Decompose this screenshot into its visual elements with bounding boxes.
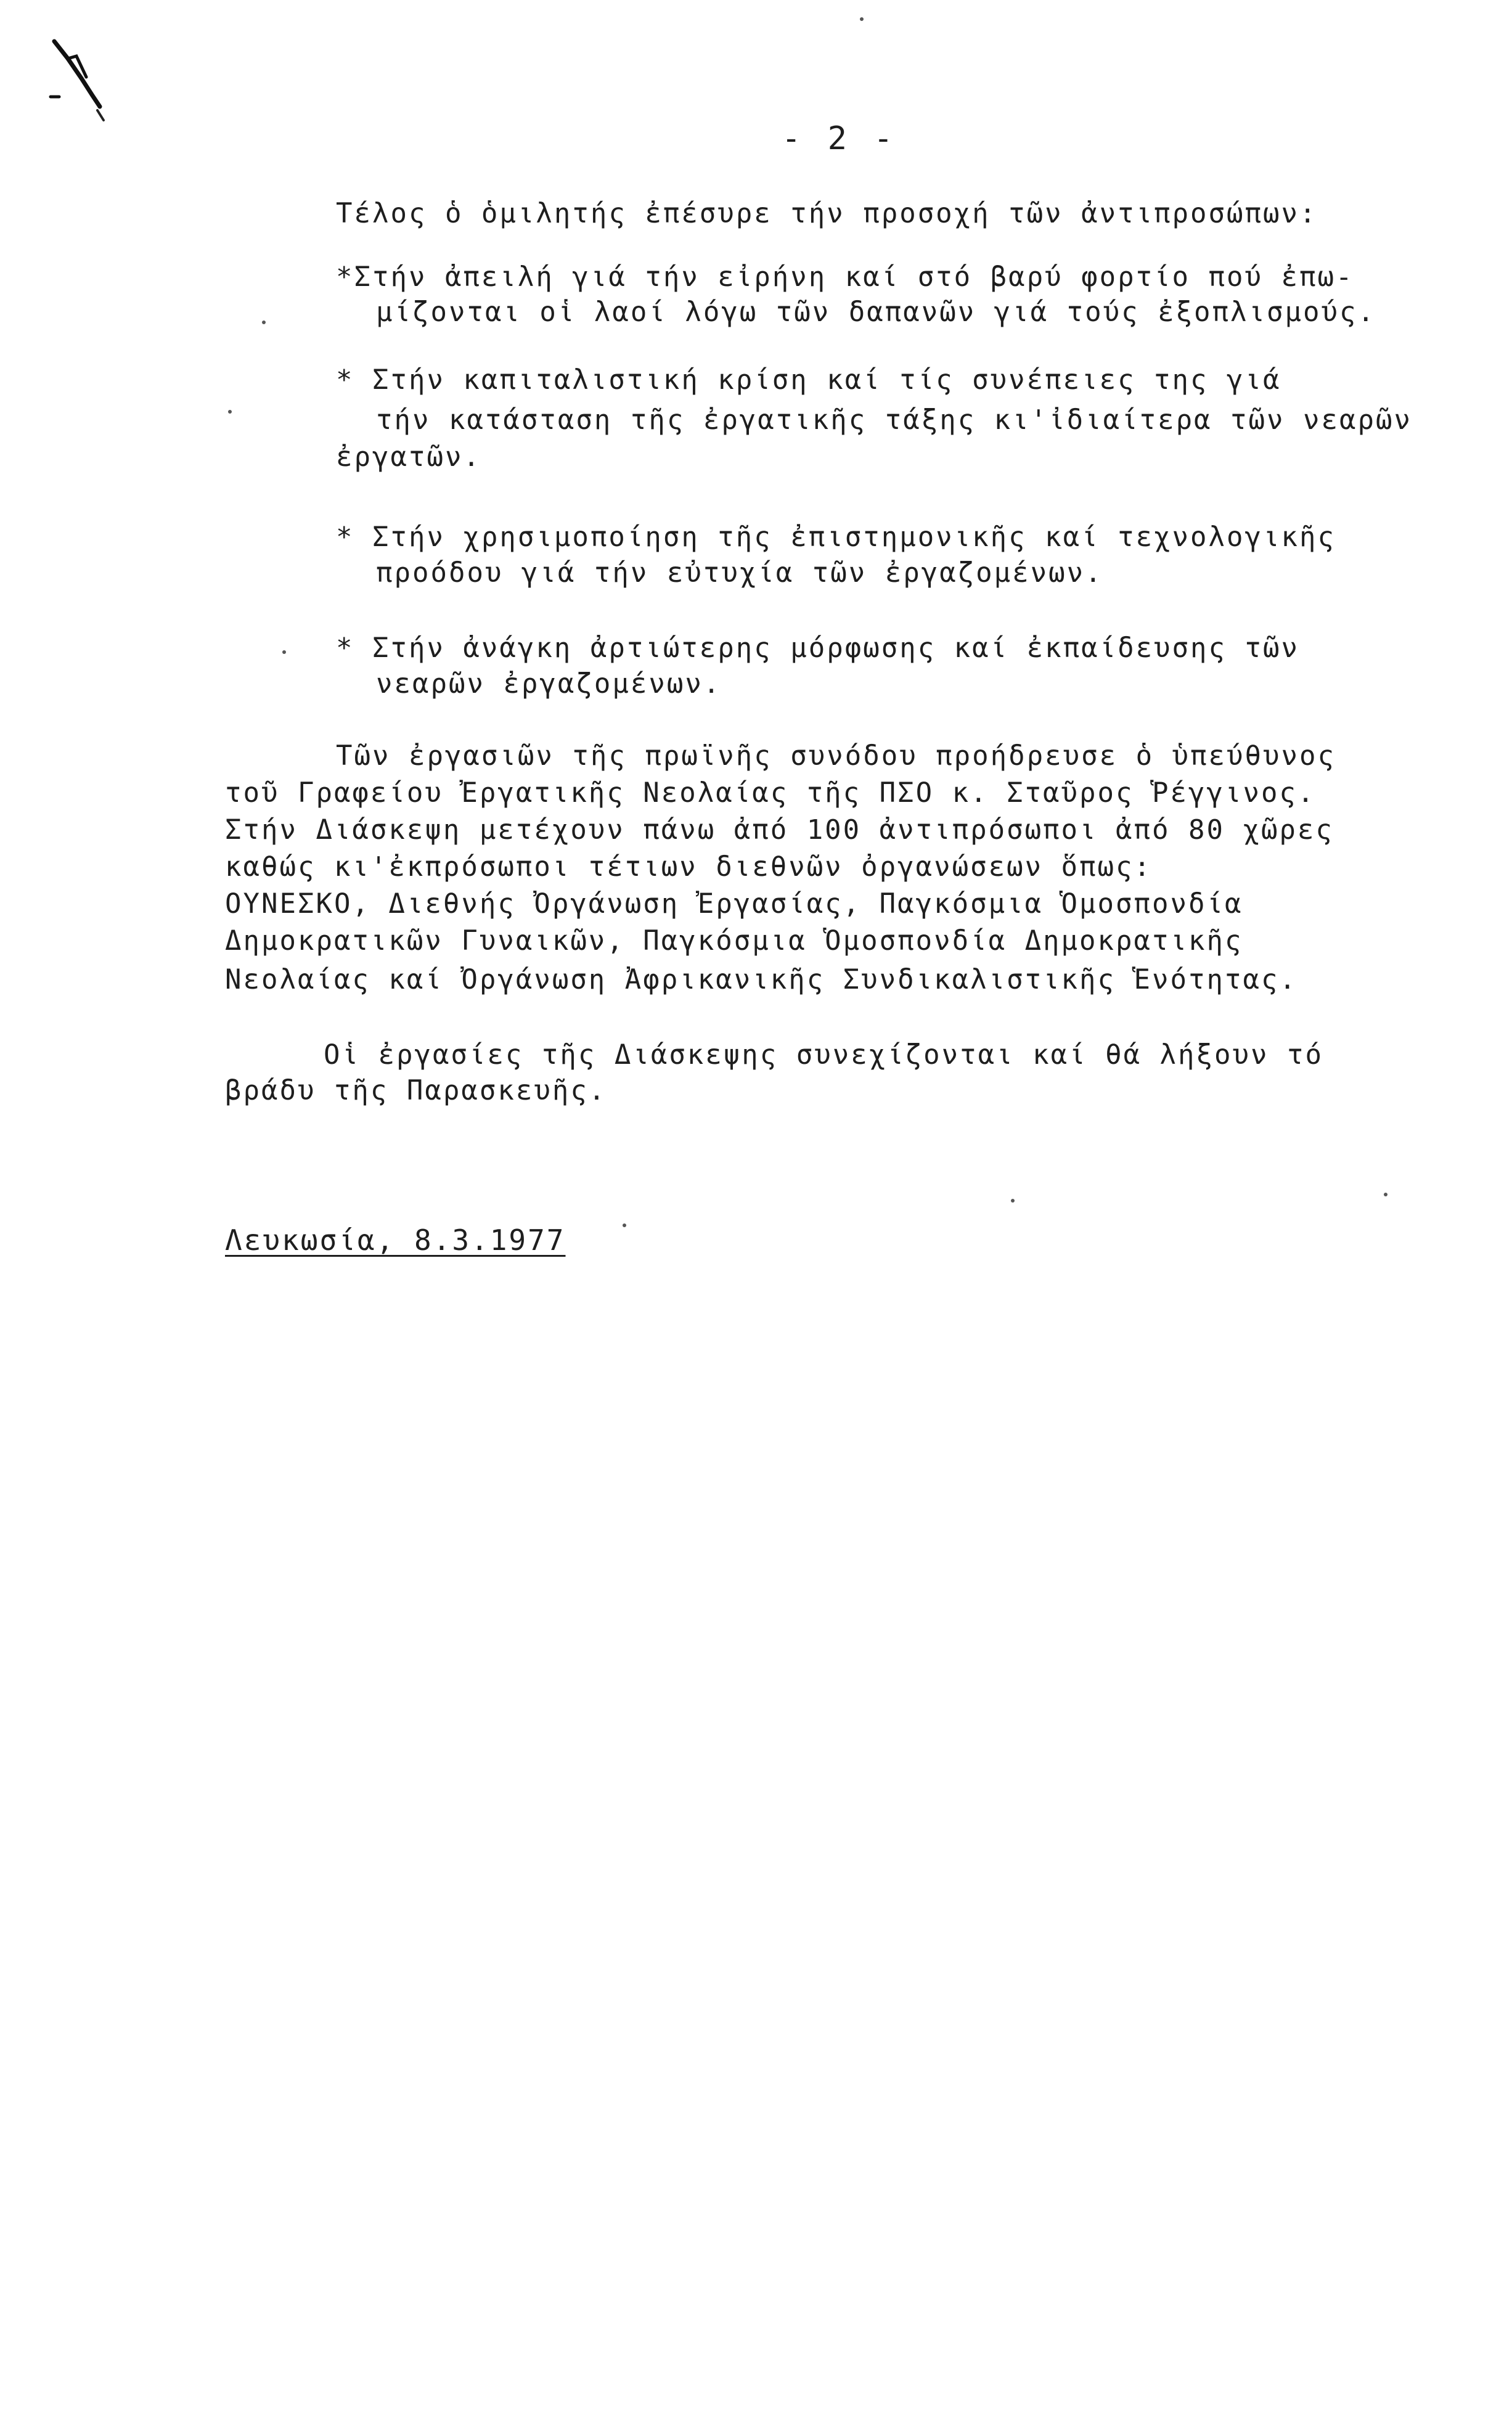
scan-speck [282,650,286,654]
paragraph-2-line-1: Οἱ ἐργασίες τῆς Διάσκεψης συνεχίζονται καί θά λήξουν τό [324,1039,1323,1071]
point-4-line-2: νεαρῶν ἐργαζομένων. [376,668,722,700]
paragraph-1-line-5: ΟΥΝΕΣΚΟ, Διεθνής Ὀργάνωση Ἐργασίας, Παγκόσμια Ὁμοσπονδία [225,888,1243,920]
scan-speck [1011,1199,1015,1203]
point-4-line-1: * Στήν ἀνάγκη ἀρτιώτερης μόρφωσης καί ἐκπαίδευσης τῶν [336,632,1299,664]
paragraph-1-line-3: Στήν Διάσκεψη μετέχουν πάνω ἀπό 100 ἀντιπρόσωποι ἀπό 80 χῶρες [225,814,1334,846]
place-and-date: Λευκωσία, 8.3.1977 [225,1223,566,1257]
page-number: - 2 - [782,120,897,157]
point-2-line-2: τήν κατάσταση τῆς ἐργατικῆς τάξης κι'ἰδιαίτερα τῶν νεαρῶν [376,404,1412,436]
intro-line: Τέλος ὁ ὁμιλητής ἐπέσυρε τήν προσοχή τῶν ἀντιπροσώπων: [336,198,1318,229]
scan-speck [860,17,864,21]
paragraph-1-line-4: καθώς κι'ἐκπρόσωποι τέτιων διεθνῶν ὀργανώσεων ὅπως: [225,851,1153,883]
paragraph-2-line-2: βράδυ τῆς Παρασκευῆς. [225,1075,607,1106]
point-2-line-3: ἐργατῶν. [336,441,481,473]
paragraph-1-line-1: Τῶν ἐργασιῶν τῆς πρωϊνῆς συνόδου προήδρευσε ὁ ὑπεύθυνος [336,740,1336,772]
point-3-line-2: προόδου γιά τήν εὐτυχία τῶν ἐργαζομένων. [376,557,1103,589]
paragraph-1-line-6: Δημοκρατικῶν Γυναικῶν, Παγκόσμια Ὁμοσπονδία Δημοκρατικῆς [225,925,1243,957]
point-2-line-1: * Στήν καπιταλιστική κρίση καί τίς συνέπειες της γιά [336,364,1281,396]
pen-mark-icon [43,34,136,126]
scan-speck [623,1223,626,1227]
scan-speck [228,410,232,414]
paragraph-1-line-2: τοῦ Γραφείου Ἐργατικῆς Νεολαίας τῆς ΠΣΟ κ. Σταῦρος Ῥέγγινος. [225,777,1316,809]
point-1-line-2: μίζονται οἱ λαοί λόγω τῶν δαπανῶν γιά τούς ἐξοπλισμούς. [376,296,1376,328]
point-1-line-1: *Στήν ἀπειλή γιά τήν εἰρήνη καί στό βαρύ φορτίο πού ἐπω- [336,261,1354,293]
scan-speck [1384,1193,1387,1196]
scan-speck [262,321,266,324]
paragraph-1-line-7: Νεολαίας καί Ὀργάνωση Ἀφρικανικῆς Συνδικαλιστικῆς Ἑνότητας. [225,964,1297,995]
point-3-line-1: * Στήν χρησιμοποίηση τῆς ἐπιστημονικῆς καί τεχνολογικῆς [336,521,1336,553]
